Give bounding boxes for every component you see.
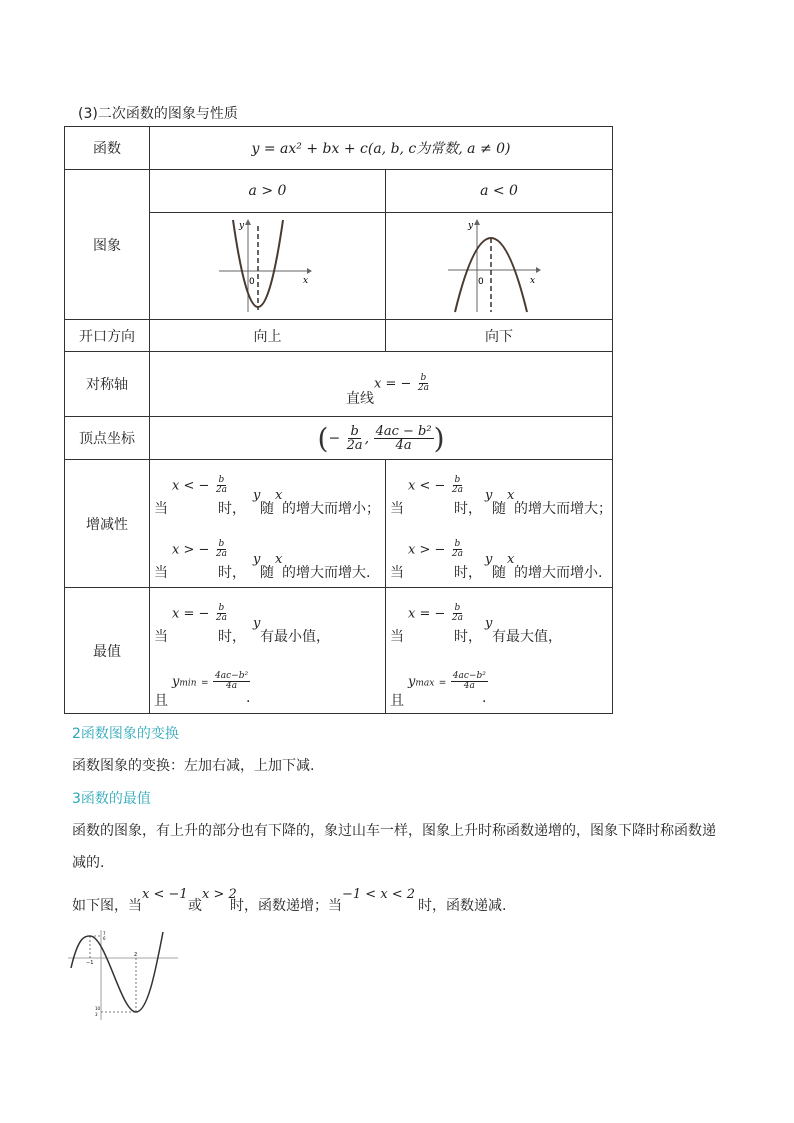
row-label: 对称轴 xyxy=(65,352,150,417)
table-row xyxy=(65,417,613,460)
fraction xyxy=(214,476,229,495)
parabola-down-graph xyxy=(444,214,554,314)
frac-num: b xyxy=(454,475,461,485)
frac-den: 2a xyxy=(346,437,363,453)
mono-shi: 时， xyxy=(218,565,246,581)
opening-down: 向下 xyxy=(386,320,613,352)
p2-cond3: −1 < x < 2 xyxy=(342,887,416,902)
vertex-minus: − xyxy=(328,430,341,446)
tick-label: −1 xyxy=(86,960,94,966)
condition-a-positive: a > 0 xyxy=(150,170,386,213)
extreme-text: 有最大值， xyxy=(492,629,562,645)
frac-num: b xyxy=(218,603,225,613)
extreme-when: 当 xyxy=(390,629,404,645)
vertex-comma: , xyxy=(364,430,370,446)
extreme-dot: . xyxy=(482,690,487,706)
frac-num: b xyxy=(454,603,461,613)
monotonic-neg-cell xyxy=(386,460,613,588)
frac-den: 2a xyxy=(417,383,429,393)
mono-sui: 随 xyxy=(260,565,274,581)
extreme-cond: x = − xyxy=(408,606,446,622)
frac-num: b xyxy=(350,423,359,439)
p2-or: 或 xyxy=(188,898,202,914)
mono-shi: 时， xyxy=(218,501,246,517)
mono-tail: 的增大而增大. xyxy=(282,565,371,581)
y-min: y xyxy=(172,674,180,690)
function-formula: y = ax² + bx + c(a, b, c为常数, a ≠ 0) xyxy=(150,127,613,170)
frac-den: 2a xyxy=(451,549,463,559)
graph-cell-down xyxy=(386,213,613,320)
frac-den: 4a xyxy=(226,681,238,691)
frac-num: b xyxy=(218,539,225,549)
fraction xyxy=(374,425,434,452)
fraction xyxy=(451,672,488,691)
tick-label: 6 xyxy=(103,936,106,941)
section-heading: (3)二次函数的图象与性质 xyxy=(78,106,238,122)
extreme-y: y xyxy=(485,616,493,631)
row-label: 图象 xyxy=(65,170,150,320)
cubic-curve xyxy=(71,932,163,1012)
row-label: 开口方向 xyxy=(65,320,150,352)
p2-cond2: x > 2 xyxy=(202,887,237,902)
p2-a: 如下图，当 xyxy=(72,898,142,914)
table-row xyxy=(65,170,613,213)
mono-sui: 随 xyxy=(492,565,506,581)
row-label: 增减性 xyxy=(65,460,150,588)
table-row xyxy=(65,588,613,714)
y-max: y xyxy=(408,674,416,690)
max-sub: max xyxy=(415,678,435,689)
eq: = xyxy=(201,678,209,689)
min-sub: min xyxy=(179,678,197,689)
mono-cond: x < − xyxy=(408,478,446,494)
y-axis-arrow xyxy=(245,219,251,225)
tick-label: 7 xyxy=(103,931,106,936)
quadratic-properties-table xyxy=(64,126,613,714)
cubic-function-graph xyxy=(66,928,186,1023)
fraction xyxy=(416,374,431,393)
mono-when: 当 xyxy=(154,501,168,517)
table-row xyxy=(65,320,613,352)
tick-label: 2 xyxy=(134,952,138,958)
extreme-qie: 且 xyxy=(154,693,168,709)
p2-b: 时，函数递增；当 xyxy=(230,898,342,914)
symmetry-axis-cell xyxy=(150,352,613,417)
table-row xyxy=(65,352,613,417)
axis-formula xyxy=(374,374,431,393)
extreme-shi: 时， xyxy=(454,629,482,645)
frac-num: 4ac−b² xyxy=(452,671,486,681)
frac-den: 4a xyxy=(395,437,412,453)
mono-cond: x > − xyxy=(172,542,210,558)
mono-shi: 时， xyxy=(454,501,482,517)
section3-para1: 函数的图象，有上升的部分也有下降的，象过山车一样，图象上升时称函数递增的，图象下降时称函数递 xyxy=(72,823,716,839)
section2-title: 2函数图象的变换 xyxy=(72,726,179,742)
fraction xyxy=(214,604,229,623)
section3-para1-cont: 减的. xyxy=(72,855,105,871)
p2-cond1: x < −1 xyxy=(142,887,188,902)
graph-cell-up xyxy=(150,213,386,320)
extreme-when: 当 xyxy=(154,629,168,645)
extreme-qie: 且 xyxy=(390,693,404,709)
extreme-cond: x = − xyxy=(172,606,210,622)
mono-shi: 时， xyxy=(454,565,482,581)
frac-num: 4ac − b² xyxy=(375,423,432,439)
frac-num: 4ac−b² xyxy=(215,671,249,681)
frac-num: b xyxy=(454,539,461,549)
mono-y: y xyxy=(253,552,261,567)
row-label: 最值 xyxy=(65,588,150,714)
table-row xyxy=(65,127,613,170)
x-axis-arrow xyxy=(307,268,312,274)
y-axis-arrow xyxy=(474,219,480,225)
x-axis-label: x xyxy=(530,276,536,286)
mono-y: y xyxy=(485,488,493,503)
mono-when: 当 xyxy=(390,501,404,517)
eq: = xyxy=(438,678,447,689)
mono-when: 当 xyxy=(154,565,168,581)
x-axis-arrow xyxy=(536,267,541,273)
vertex-formula: (− $\frac{b}{2a}$ , $\frac{\text{4ac − b²}}{4a}$ ) xyxy=(150,417,613,460)
extreme-neg-cell xyxy=(386,588,613,714)
tick-label: 3 xyxy=(95,1012,98,1017)
p2-c: 时，函数递减. xyxy=(418,898,507,914)
row-label: 顶点坐标 xyxy=(65,417,150,460)
x-axis-label: x xyxy=(302,276,308,286)
axis-x-eq: x = − xyxy=(374,376,412,392)
y-axis-label: y xyxy=(468,221,474,231)
mono-y: y xyxy=(253,488,261,503)
frac-num: b xyxy=(218,475,225,485)
parabola-up-graph xyxy=(213,214,323,314)
mono-when: 当 xyxy=(390,565,404,581)
fraction xyxy=(450,540,465,559)
mono-x: x xyxy=(507,552,515,567)
frac-num: b xyxy=(420,373,427,383)
fraction xyxy=(213,672,250,691)
mono-tail: 的增大而增大； xyxy=(514,501,612,517)
y-axis-label: y xyxy=(238,221,244,231)
origin-label: 0 xyxy=(478,277,484,287)
frac-den: 2a xyxy=(215,485,227,495)
frac-den: 2a xyxy=(451,613,463,623)
tick-label: 10 xyxy=(95,1006,101,1011)
monotonic-pos-cell xyxy=(150,460,386,588)
fraction xyxy=(450,476,465,495)
section3-para2 xyxy=(72,887,632,917)
extreme-shi: 时， xyxy=(218,629,246,645)
fraction xyxy=(450,604,465,623)
section2-text: 函数图象的变换：左加右减，上加下减. xyxy=(72,758,315,774)
extreme-dot: . xyxy=(246,690,251,706)
mono-tail: 的增大而增小. xyxy=(514,565,603,581)
opening-up: 向上 xyxy=(150,320,386,352)
mono-cond: x < − xyxy=(172,478,210,494)
table-row xyxy=(65,460,613,588)
fraction xyxy=(214,540,229,559)
mono-x: x xyxy=(275,552,283,567)
mono-sui: 随 xyxy=(260,501,274,517)
mono-y: y xyxy=(485,552,493,567)
fraction xyxy=(345,425,365,452)
mono-tail: 的增大而增小； xyxy=(282,501,380,517)
frac-den: 4a xyxy=(463,681,475,691)
mono-cond: x > − xyxy=(408,542,446,558)
frac-den: 2a xyxy=(215,549,227,559)
origin-label: 0 xyxy=(248,277,255,287)
axis-prefix: 直线 xyxy=(346,391,374,407)
mono-x: x xyxy=(275,488,283,503)
mono-x: x xyxy=(507,488,515,503)
frac-den: 2a xyxy=(215,613,227,623)
row-label: 函数 xyxy=(65,127,150,170)
condition-a-negative: a < 0 xyxy=(386,170,613,213)
extreme-text: 有最小值， xyxy=(260,629,330,645)
extreme-pos-cell xyxy=(150,588,386,714)
mono-sui: 随 xyxy=(492,501,506,517)
section3-title: 3函数的最值 xyxy=(72,791,151,807)
extreme-y: y xyxy=(253,616,261,631)
frac-den: 2a xyxy=(451,485,463,495)
